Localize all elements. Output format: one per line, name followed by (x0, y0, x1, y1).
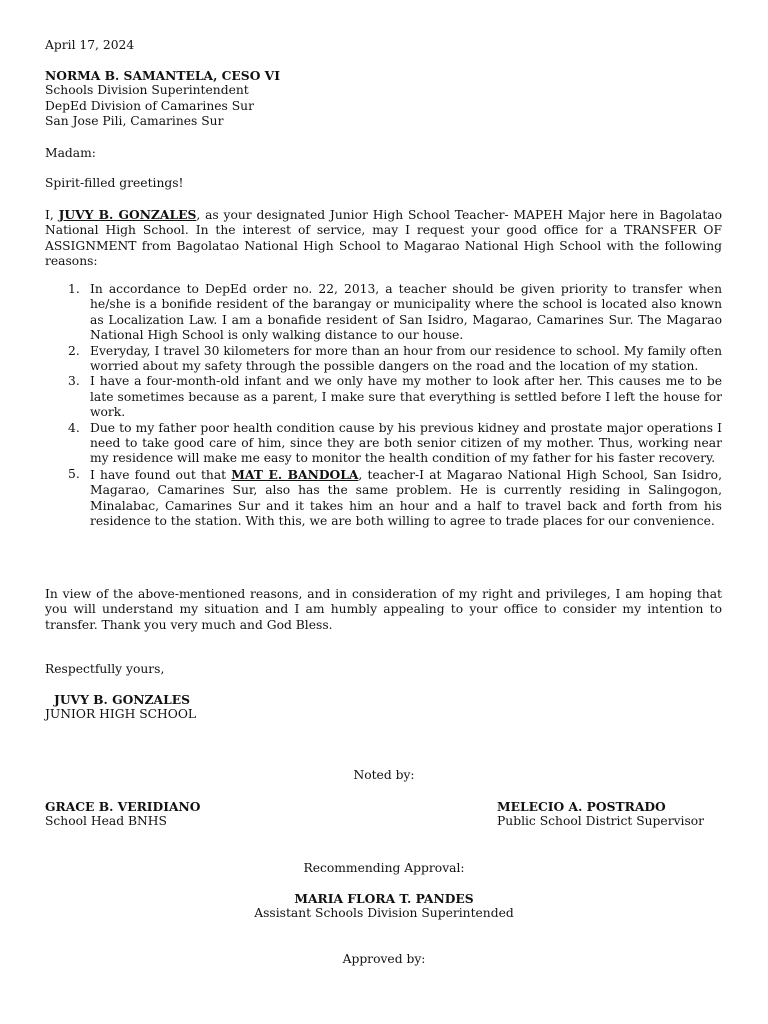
noter-name: MELECIO A. POSTRADO (497, 799, 666, 814)
list-number: 4. (68, 420, 80, 435)
list-number: 1. (68, 282, 80, 296)
list-item-text: I have found out that (90, 467, 232, 482)
noter-title: Public School District Supervisor (497, 814, 705, 829)
greeting: Spirit-filled greetings! (45, 176, 184, 190)
list-item-text: I have a four-month-old infant and we only have my mother to look after her. This causes me to be late sometimes because as a parent, I make sure that everything is settled before I left the house for work. (90, 374, 722, 420)
salutation: Madam: (45, 146, 96, 160)
list-item (45, 282, 722, 344)
recipient-name: NORMA B. SAMANTELA, CESO VI (45, 68, 280, 83)
list-item-text: In accordance to DepEd order no. 22, 2013, a teacher should be given priority to transfer when he/she is a bonifide resident of the barangay or municipality where the school is located also known as Localization Law. I am a bonafide resident of San Isidro, Magarao, Camarines Sur. The Magarao National High School is only walking distance to our house. (90, 282, 722, 343)
reasons-list (45, 282, 722, 530)
recipient-block (45, 68, 722, 130)
recommending-label: Recommending Approval: (303, 861, 465, 875)
signatory-block (45, 692, 722, 723)
intro-paragraph (45, 207, 722, 270)
recipient-line: San Jose Pili, Camarines Sur (45, 114, 224, 129)
noted-by-right (497, 799, 757, 830)
recommender-name: MARIA FLORA T. PANDES (294, 891, 474, 906)
list-number: 3. (68, 374, 80, 389)
noted-by-left (45, 799, 345, 830)
recipient-line: DepEd Division of Camarines Sur (45, 98, 254, 113)
list-item (45, 374, 722, 420)
noter-name: GRACE B. VERIDIANO (45, 799, 201, 814)
closing-paragraph: In view of the above-mentioned reasons, and in consideration of my right and privileges, I am hoping that you will understand my situation and I am humbly appealing to your office to consider my intention to transfer. Thank you very much and God Bless. (45, 587, 722, 632)
list-item-text: Due to my father poor health condition cause by his previous kidney and prostate major operations I need to take good care of him, since they are both senior citizen of my mother. Thus, working near my residence will make me easy to monitor the health condition of my father for his faster recovery. (90, 420, 722, 466)
list-item (45, 344, 722, 375)
intro-name: JUVY B. GONZALES (58, 207, 197, 222)
recipient-line: Schools Division Superintendent (45, 83, 249, 98)
recommender-title: Assistant Schools Division Superintended (254, 906, 514, 921)
list-item-text: , teacher-I at Magarao National High School, San Isidro, Magarao, Camarines Sur, also has the same problem. He is currently residing in Salingogon, Minalabac, Camarines Sur and it takes him an hour and a half to travel back and forth from his residence to the station. With this, we are both willing to agree to trade places for our convenience. (90, 467, 722, 529)
list-number: 2. (68, 343, 80, 358)
closing-salutation: Respectfully yours, (45, 662, 165, 676)
signatory-name: JUVY B. GONZALES (54, 692, 190, 707)
list-item-text: Everyday, I travel 30 kilometers for more than an hour from our residence to school. My family often worried about my safety through the possible dangers on the road and the location of my station. (90, 343, 722, 374)
letter-date: April 17, 2024 (45, 38, 135, 52)
signatory-title: JUNIOR HIGH SCHOOL (45, 707, 197, 722)
noter-title: School Head BNHS (45, 814, 167, 829)
recommending-block (0, 891, 768, 922)
intro-post: , as your designated Junior High School Teacher- MAPEH Major here in Bagolatao National High School. In the interest of service, may I request your good office for a TRANSFER OF ASSIGNMENT from Bagolatao National High School to Magarao National High School with the following reasons: (45, 208, 722, 269)
list-item (45, 421, 722, 467)
intro-pre: I, (45, 208, 59, 222)
noted-by-label: Noted by: (353, 768, 415, 782)
list-item (45, 467, 722, 530)
list-number: 5. (68, 466, 80, 481)
list-item-name: MAT E. BANDOLA (231, 466, 359, 482)
approved-by-label: Approved by: (342, 952, 426, 966)
